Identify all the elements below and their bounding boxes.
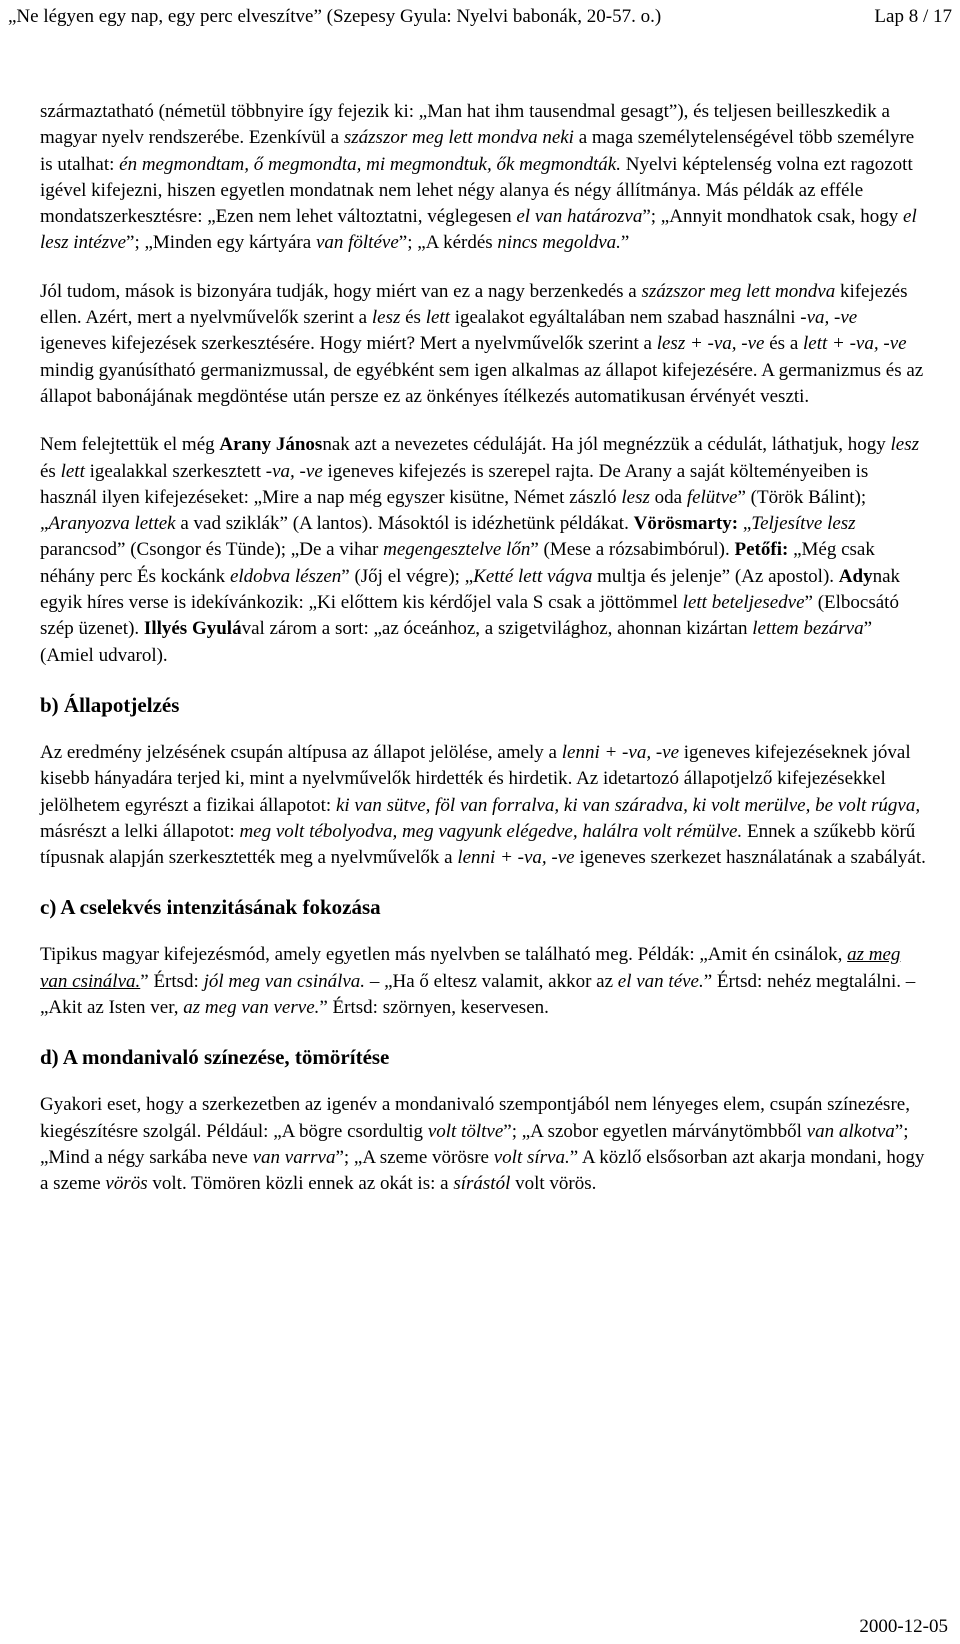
text-run: ” (Mese a rózsabimbórul).	[530, 539, 735, 561]
text-run: igeneves kifejezések szerkesztésére. Hogy miért? Mert a nyelvművelők szerint a	[40, 333, 657, 355]
paragraph-6	[40, 1092, 928, 1197]
text-run: a vad sziklák” (A lantos). Másoktól is idézhetünk példákat.	[175, 513, 634, 535]
text-run: és	[400, 307, 426, 329]
section-heading-c: c) A cselekvés intenzitásának fokozása	[40, 895, 381, 920]
section-heading-d: d) A mondanivaló színezése, tömörítése	[40, 1045, 390, 1070]
italic-run: van alkotva	[806, 1120, 895, 1142]
text-run: és a	[764, 333, 804, 355]
text-run: Nyelvi képtelenség volna ezt ragozott igével kifejezni, hiszen egyetlen mondatnak nem lehet négy alanya és négy állítmánya. Más példák az efféle mondatszerkesztésre: „Ezen nem lehet változtatni, véglegesen	[40, 153, 913, 228]
text-run: igealakkal szerkesztett	[84, 460, 266, 482]
text-run: ”; „A szobor egyetlen márványtömbből	[503, 1120, 807, 1142]
italic-run: eldobva lészen	[229, 565, 342, 587]
page-footer-date: 2000-12-05	[859, 1616, 948, 1637]
text-run: ”; „A kérdés	[398, 232, 498, 254]
italic-run: lesz	[890, 434, 919, 456]
italic-run: vörös	[105, 1173, 148, 1195]
italic-run: van föltéve	[315, 232, 399, 254]
italic-run: -va, -ve	[800, 307, 858, 329]
italic-run: lenni + -va, -ve	[561, 741, 680, 763]
text-run: nak egyik híres verse is idekívánkozik: „Ki előttem kis kérdőjel vala S csak a jöttömmel	[40, 565, 901, 614]
italic-run: meg volt tébolyodva, meg vagyunk elégedve, halálra volt rémülve.	[239, 820, 743, 842]
text-run: „Még csak néhány perc És kockánk	[40, 539, 875, 587]
italic-run: el van téve.	[617, 970, 704, 992]
text-run: ” Értsd:	[140, 970, 204, 992]
text-run: igealakot egyáltalában nem szabad használni	[449, 307, 801, 329]
italic-run: ki van sütve, föl van forralva, ki van száradva, ki volt merülve, be volt rúgva,	[335, 794, 921, 816]
text-run: a maga személytelenségével több személyre is utalhat:	[40, 127, 915, 175]
italic-run: Teljesítve lesz	[751, 513, 856, 535]
italic-run: lenni + -va, -ve	[457, 847, 575, 869]
bold-run: Illyés Gyulá	[143, 618, 242, 640]
text-run: ” Értsd: szörnyen, keservesen.	[319, 997, 549, 1019]
italic-run: volt sírva.	[493, 1146, 570, 1168]
italic-run: Ketté lett vágva	[473, 565, 593, 587]
italic-run: jól meg van csinálva.	[203, 970, 366, 992]
text-run: oda	[649, 486, 687, 508]
italic-run: lett	[60, 460, 85, 482]
bold-run: Vörösmarty:	[633, 513, 739, 535]
text-run: igeneves kifejezéseknek jóval kisebb hányadára terjed ki, mint a nyelvművelők hirdették és hirdetik. Az idetartozó állapotjelző kifejezésekkel jelölhetem egyrészt a fizikai állapotot:	[40, 741, 911, 816]
text-run: neve	[212, 1146, 253, 1168]
document-title: „Ne légyen egy nap, egy perc elveszítve” (Szepesy Gyula: Nyelvi babonák, 20-57. o.)	[8, 6, 662, 27]
text-run: ”; „A szeme vörösre	[335, 1146, 494, 1168]
text-run: Tipikus magyar kifejezésmód, amely egyetlen más nyelvben se található meg. Példák: „Amit én csinálok,	[40, 944, 848, 966]
text-run: igeneves kifejezés is szerepel rajta. De Arany a saját költeményeiben is használ ilyen kifejezéseket: „Mire a nap még egyszer kisütne, Német zászló	[40, 460, 869, 508]
italic-run: százszor meg lett mondva	[641, 280, 836, 302]
text-run: Ennek a szűkebb körű típusnak alapján szerkesztették meg a nyelvművelők a	[40, 820, 916, 869]
italic-run: lesz + -va, -ve	[656, 333, 765, 355]
text-run: ”; „Mind a négy sarkába	[40, 1120, 909, 1168]
text-run: volt. Tömören közli ennek az okát is: a	[147, 1173, 454, 1195]
bold-run: Arany János	[219, 434, 323, 456]
italic-run: -va, -ve	[265, 460, 323, 482]
italic-run: nincs megoldva.	[497, 232, 621, 254]
italic-run: lesz	[621, 486, 650, 508]
text-run: – „Ha ő eltesz valamit, akkor az	[365, 970, 618, 992]
text-run: nak azt a nevezetes céduláját. Ha jól megnézzük a cédulát, láthatjuk, hogy	[322, 434, 891, 456]
text-run: val zárom a sort: „az óceánhoz, a szigetvilághoz, ahonnan kizártan	[241, 618, 753, 640]
text-run: igeneves szerkezet használatának a szabályát.	[574, 847, 926, 869]
text-run: ”; „Minden egy kártyára	[126, 232, 316, 254]
text-run: ”; „Annyit mondhatok csak, hogy	[642, 206, 904, 228]
text-run: mindig gyanúsítható germanizmussal, de egyébként sem igen alkalmas az állapot kifejezésére. A germanizmus és az állapot babonájának megdöntése után persze ez az önkényes ítélkezés automatikusan érvényét veszti.	[40, 359, 924, 407]
text-run: ” (Török Bálint); „	[40, 486, 867, 535]
italic-run: lesz	[371, 307, 401, 329]
italic-run: el van határozva	[516, 206, 643, 228]
text-run: Az eredmény jelzésének csupán altípusa az állapot jelölése, amely a	[40, 741, 562, 763]
text-run: Nem felejtettük el még	[40, 434, 220, 456]
text-run: volt vörös.	[510, 1173, 597, 1195]
text-run: ” (Amiel udvarol).	[40, 618, 872, 666]
section-heading-b: b) Állapotjelzés	[40, 692, 180, 717]
paragraph-3	[40, 432, 928, 669]
text-run: másrészt a lelki állapotot:	[40, 820, 240, 842]
italic-run: sírástól	[453, 1173, 511, 1195]
italic-run: megengesztelve lőn	[383, 539, 531, 561]
text-run: Gyakori eset, hogy a szerkezetben az igenév a mondanivaló szempontjából nem lényeges elem, csupán színezésre, kiegészítésre szolgál. Például: „A bögre csordultig	[40, 1094, 910, 1142]
text-run: „	[738, 513, 752, 535]
italic-run: lett	[425, 307, 450, 329]
text-run: kifejezés ellen. Azért, mert a nyelvművelők szerint a	[40, 280, 908, 329]
text-run: ”	[620, 232, 630, 254]
paragraph-1	[40, 99, 928, 257]
text-run: ” (Elbocsátó szép üzenet).	[40, 592, 899, 640]
text-run: parancsod” (Csongor és Tünde); „De a vihar	[40, 539, 384, 561]
paragraph-2	[40, 279, 928, 410]
paragraph-5	[40, 942, 928, 1021]
italic-run: Aranyozva lettek	[48, 513, 176, 535]
document-body	[40, 99, 928, 1220]
text-run: ” A közlő elsősorban azt akarja mondani, hogy a szeme	[40, 1146, 925, 1195]
italic-run: van varrva	[252, 1146, 336, 1168]
italic-run: volt töltve	[427, 1120, 504, 1142]
bold-run: Petőfi:	[734, 539, 789, 561]
text-run: és	[40, 460, 61, 482]
italic-run: lett + -va, -ve	[803, 333, 907, 355]
page-header	[8, 2, 952, 34]
bold-run: Ady	[838, 565, 873, 587]
page-number: Lap 8 / 17	[874, 6, 952, 27]
italic-run: lett beteljesedve	[682, 592, 805, 614]
text-run: Jól tudom, mások is bizonyára tudják, hogy miért van ez a nagy berzenkedés a	[40, 280, 642, 302]
italic-run: el lesz intézve	[40, 206, 917, 254]
italic-run: az meg van verve.	[183, 997, 320, 1019]
text-run: ” (Jőj el végre); „	[341, 565, 474, 587]
italic-run: lettem bezárva	[752, 618, 864, 640]
italic-run: én megmondtam, ő megmondta, mi megmondtuk, ők megmondták.	[119, 153, 621, 175]
italic-run: felütve	[686, 486, 738, 508]
text-run: származtatható (németül többnyire így fejezik ki: „Man hat ihm tausendmal gesagt”), és teljesen beilleszkedik a magyar nyelv rendszerébe. Ezenkívül a	[40, 101, 890, 149]
text-run: multja és jelenje” (Az apostol).	[592, 565, 839, 587]
italic-underlined-run: az meg van csinálva.	[40, 944, 901, 992]
italic-run: százszor meg lett mondva neki	[343, 127, 574, 149]
paragraph-4	[40, 740, 928, 871]
text-run: ” Értsd: nehéz megtalálni. – „Akit az Isten ver,	[40, 970, 916, 1019]
